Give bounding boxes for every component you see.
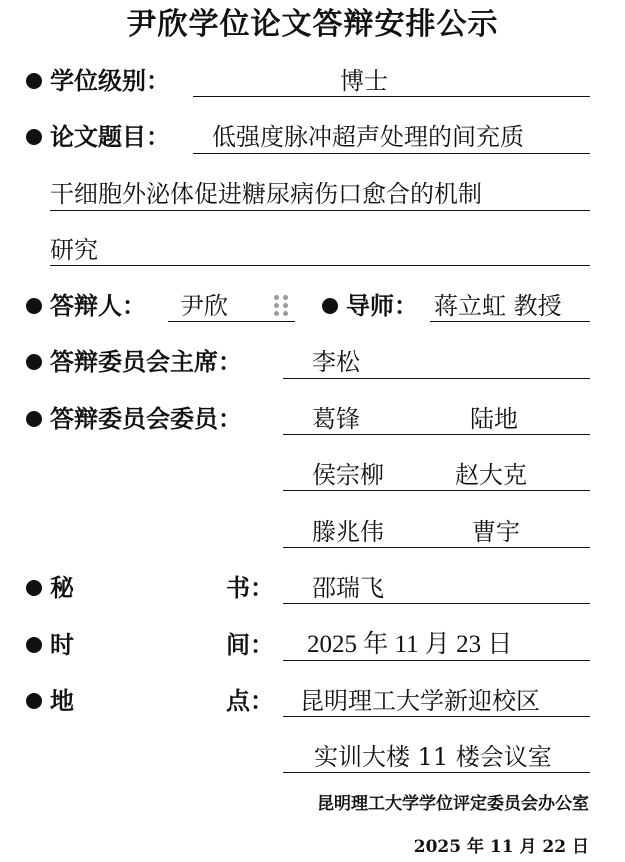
place-underline-1 [283,716,590,717]
bullet-chair [26,354,42,370]
place-line-2: 实训大楼 11 楼会议室 [314,743,552,771]
secretary-label-end: 书： [226,573,274,602]
place-line-1: 昆明理工大学新迎校区 [300,687,540,715]
issuing-office: 昆明理工大学学位评定委员会办公室 [317,794,589,814]
defender-value: 尹欣 [180,292,228,320]
bullet-advisor [322,298,338,314]
member-name-2: 陆地 [470,405,518,433]
place-underline-2 [283,772,590,773]
member-name-6: 曹宇 [472,518,520,546]
issue-date: 2025 年 11 月 22 日 [413,837,589,857]
thesis-title-line-3: 研究 [50,236,98,264]
chair-label: 答辩委员会主席： [50,347,242,376]
degree-value: 博士 [340,67,388,95]
bullet-defender [26,298,42,314]
chair-underline [283,378,590,379]
thesis-underline-3 [50,265,590,266]
member-name-1: 葛锋 [312,405,360,433]
place-label-end: 点： [226,686,274,715]
bullet-place [26,693,42,709]
page-title: 尹欣学位论文答辩安排公示 [126,7,499,42]
advisor-value: 蒋立虹 教授 [434,292,562,320]
bullet-secretary [26,580,42,596]
time-value: 2025 年 11 月 23 日 [307,631,513,658]
thesis-underline-2 [50,210,590,211]
members-underline-1 [283,434,590,435]
chair-value: 李松 [312,348,360,376]
member-name-5: 滕兆伟 [312,518,384,546]
secretary-underline [283,603,590,604]
place-label-start: 地 [50,686,74,715]
defender-label: 答辩人： [50,291,146,320]
members-label: 答辩委员会委员： [50,404,242,433]
bullet-degree [26,73,42,89]
time-label-end: 间： [226,630,274,659]
degree-underline [193,96,590,97]
member-name-4: 赵大克 [455,461,527,489]
secretary-value: 邵瑞飞 [312,574,384,602]
member-name-3: 侯宗柳 [312,461,384,489]
thesis-label: 论文题目： [50,122,170,151]
advisor-label: 导师： [346,291,418,320]
bullet-members [26,411,42,427]
thesis-title-line-1: 低强度脉冲超声处理的间充质 [212,123,524,151]
members-underline-3 [283,547,590,548]
time-label-start: 时 [50,630,74,659]
degree-label: 学位级别： [50,66,170,95]
thesis-underline-1 [193,153,590,154]
secretary-label-start: 秘 [50,573,74,602]
advisor-underline [430,321,590,322]
members-underline-2 [283,490,590,491]
bullet-time [26,637,42,653]
drag-handle-icon[interactable] [274,295,288,317]
bullet-thesis [26,129,42,145]
thesis-title-line-2: 干细胞外泌体促进糖尿病伤口愈合的机制 [50,180,482,208]
defender-underline [168,321,295,322]
time-underline [283,660,590,661]
